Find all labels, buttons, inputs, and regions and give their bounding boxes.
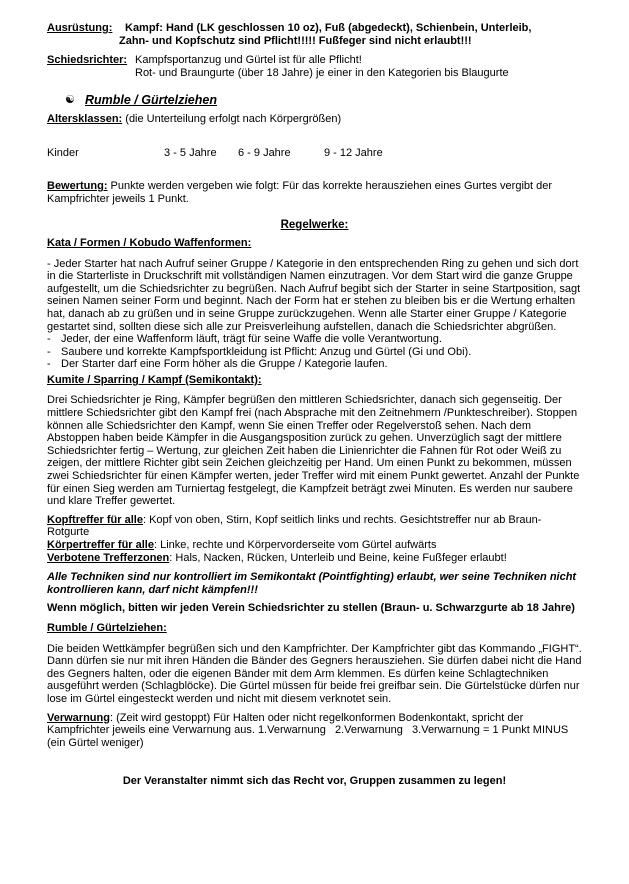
kinder-row bbox=[47, 147, 582, 160]
altersklassen-line bbox=[47, 113, 582, 126]
schiedsrichter-request: Wenn möglich, bitten wir jeden Verein Schiedsrichter zu stellen (Braun- u. Schwarzgurte ab 18 Jahre) bbox=[47, 602, 575, 615]
schiedsrichter-line2: Rot- und Braungurte (über 18 Jahre) je einer in den Kategorien bis Blaugurte bbox=[135, 66, 509, 79]
altersklassen-text: (die Unterteilung erfolgt nach Körpergrößen) bbox=[122, 112, 342, 125]
verwarnung-text: : (Zeit wird gestoppt) Für Halten oder nicht regelkonformen Bodenkontakt, spricht der Kampfrichter jeweils eine Verwarnung aus. 1.Verwarnung 2.Verwarnung 3.Verwarnung = 1 Punkt MINUS (ein Gürtel weniger) bbox=[47, 711, 572, 749]
bewertung-text: Punkte werden vergeben wie folgt: Für das korrekte herausziehen eines Gurtes vergibt der Kampfrichter jeweils 1 Punkt. bbox=[47, 180, 553, 205]
rumble-heading: Rumble / Gürtelziehen: bbox=[47, 621, 167, 634]
koerpertreffer-paragraph bbox=[47, 539, 582, 552]
ausruestung-label: Ausrüstung: bbox=[47, 22, 113, 34]
list-item: - Saubere und korrekte Kampfsportkleidung ist Pflicht: Anzug und Gürtel (Gi und Obi). bbox=[47, 345, 472, 358]
technik-warning: Alle Techniken sind nur kontrolliert im Semikontakt (Pointfighting) erlaubt, wer seine Techniken nicht kontrollieren kann, darf nicht kämpfen!!! bbox=[47, 571, 577, 596]
regelwerke-heading: Regelwerke: bbox=[280, 219, 349, 232]
kata-intro: - Jeder Starter hat nach Aufruf seiner Gruppe / Kategorie in den entsprechenden Ring zu gehen und sich dort in die Starterliste in Druckschrift mit vollständigen Namen einzutragen. Vor dem Start wird die ganze Gruppe aufgestellt, um die Schiedsrichter zu begrüßen. Nach Aufruf begibt sich der Starter in seine Startposition, sagt seinen Namen seiner Form und beginnt. Nach der Form hat er stehen zu bleiben bis er die Wertung erhalten hat, danach ab zu grüßen und in seine Gruppe zurückzugehen. Wenn alle Starter einer Gruppe / Kategorie gestartet sind, sollten diese sich alle zur Preisverleihung aufstellen, danach die Schiedsrichter abgrüßen. bbox=[47, 257, 581, 333]
verwarnung-label: Verwarnung bbox=[47, 711, 110, 724]
schiedsrichter-line1: Kampfsportanzug und Gürtel ist für alle Pflicht! bbox=[135, 54, 362, 67]
kinder-age-3: 9 - 12 Jahre bbox=[324, 146, 383, 159]
ausruestung-line2: Zahn- und Kopfschutz sind Pflicht!!!!! Fußfeger sind nicht erlaubt!!! bbox=[119, 34, 472, 47]
kinder-age-1: 3 - 5 Jahre bbox=[164, 146, 217, 159]
kata-heading: Kata / Formen / Kobudo Waffenformen: bbox=[47, 236, 252, 249]
altersklassen-label: Altersklassen: bbox=[47, 112, 123, 125]
list-item: - Der Starter darf eine Form höher als die Gruppe / Kategorie laufen. bbox=[47, 358, 388, 371]
kata-bullets bbox=[47, 333, 582, 371]
ausruestung-block bbox=[47, 22, 582, 35]
verbotene-paragraph bbox=[47, 552, 582, 565]
rumble-section-title: Rumble / Gürtelziehen bbox=[85, 93, 217, 108]
rumble-paragraph: Die beiden Wettkämpfer begrüßen sich und den Kampfrichter. Der Kampfrichter gibt das Kommando „FIGHT“. Dann dürfen sie nur mit ihren Händen die Bänder des Gegners herausziehen. Sie dürfen dabei nicht die Hand des Gegners halten, oder die eigenen Bänder mit dem Arm klemmen. Es dürfen keine Schlagtechniken ausgeführt werden (Schlagblöcke). Die Gürtel müssen für beide frei greifbar sein. Die Gürtelstücke dürfen nur lose im Gürtel eingesteckt werden und nicht mit diesem verknotet sein. bbox=[47, 642, 582, 705]
kopftreffer-text: : Kopf von oben, Stirn, Kopf seitlich links und rechts. Gesichtstreffer nur ab Braun-Rotgurte bbox=[47, 513, 542, 539]
verbotene-label: Verbotene Trefferzonen bbox=[47, 551, 170, 564]
bewertung-label: Bewertung: bbox=[47, 180, 108, 193]
document-page bbox=[47, 22, 582, 788]
bewertung-paragraph bbox=[47, 180, 582, 205]
koerpertreffer-label: Körpertreffer für alle bbox=[47, 539, 154, 551]
rumble-section-heading bbox=[65, 94, 582, 107]
koerpertreffer-text: : Linke, rechte und Körpervorderseite vom Gürtel aufwärts bbox=[153, 539, 437, 551]
kinder-age-2: 6 - 9 Jahre bbox=[238, 146, 291, 159]
ausruestung-line1: Kampf: Hand (LK geschlossen 10 oz), Fuß (abgedeckt), Schienbein, Unterleib, bbox=[125, 22, 532, 34]
kopftreffer-label: Kopftreffer für alle bbox=[47, 513, 143, 526]
kumite-heading: Kumite / Sparring / Kampf (Semikontakt): bbox=[47, 373, 262, 386]
schiedsrichter-block bbox=[47, 54, 582, 67]
kumite-paragraph: Drei Schiedsrichter je Ring, Kämpfer begrüßen den mittleren Schiedsrichter, danach sich gegenseitig. Der mittlere Schiedsrichter gibt den Kampf frei (nach Absprache mit den Zeitnehmern /Punkteschreiber). Stoppen können alle Schiedsrichter den Kampf, wenn Sie einen Treffer oder Regelverstoß sehen. Nach dem Abstoppen haben beide Kämpfer in die Ausgangsposition zurück zu gehen. Unverzüglich sagt der mittlere Schiedsrichter fertig – Wertung, zur gleichen Zeit haben die Linienrichter die Fahnen für Rot oder Weiß zu zeigen, der mittlere Richter gibt sein Zeichen gleichzeitig per Hand. Um einen Punkt zu bekommen, müssen zwei Schiedsrichter für einen Kämpfer werten, jeder Treffer wird mit einem Punkt gewertet. Anzahl der Punkte für einen Sieg werden am Turniertag festgelegt, die Kampfzeit beträgt zwei Minuten. Es werden nur saubere und klare Treffer gewertet. bbox=[47, 394, 580, 508]
kinder-label: Kinder bbox=[47, 146, 79, 159]
verbotene-text: : Hals, Nacken, Rücken, Unterleib und Beine, keine Fußfeger erlaubt! bbox=[169, 551, 507, 564]
kopftreffer-paragraph bbox=[47, 514, 582, 539]
footer-note: Der Veranstalter nimmt sich das Recht vor, Gruppen zusammen zu legen! bbox=[122, 775, 507, 788]
list-item: - Jeder, der eine Waffenform läuft, trägt für seine Waffe die volle Verantwortung. bbox=[47, 333, 442, 346]
yin-yang-icon: ☯ bbox=[65, 94, 75, 107]
verwarnung-paragraph bbox=[47, 712, 582, 750]
schiedsrichter-label: Schiedsrichter: bbox=[47, 54, 128, 67]
